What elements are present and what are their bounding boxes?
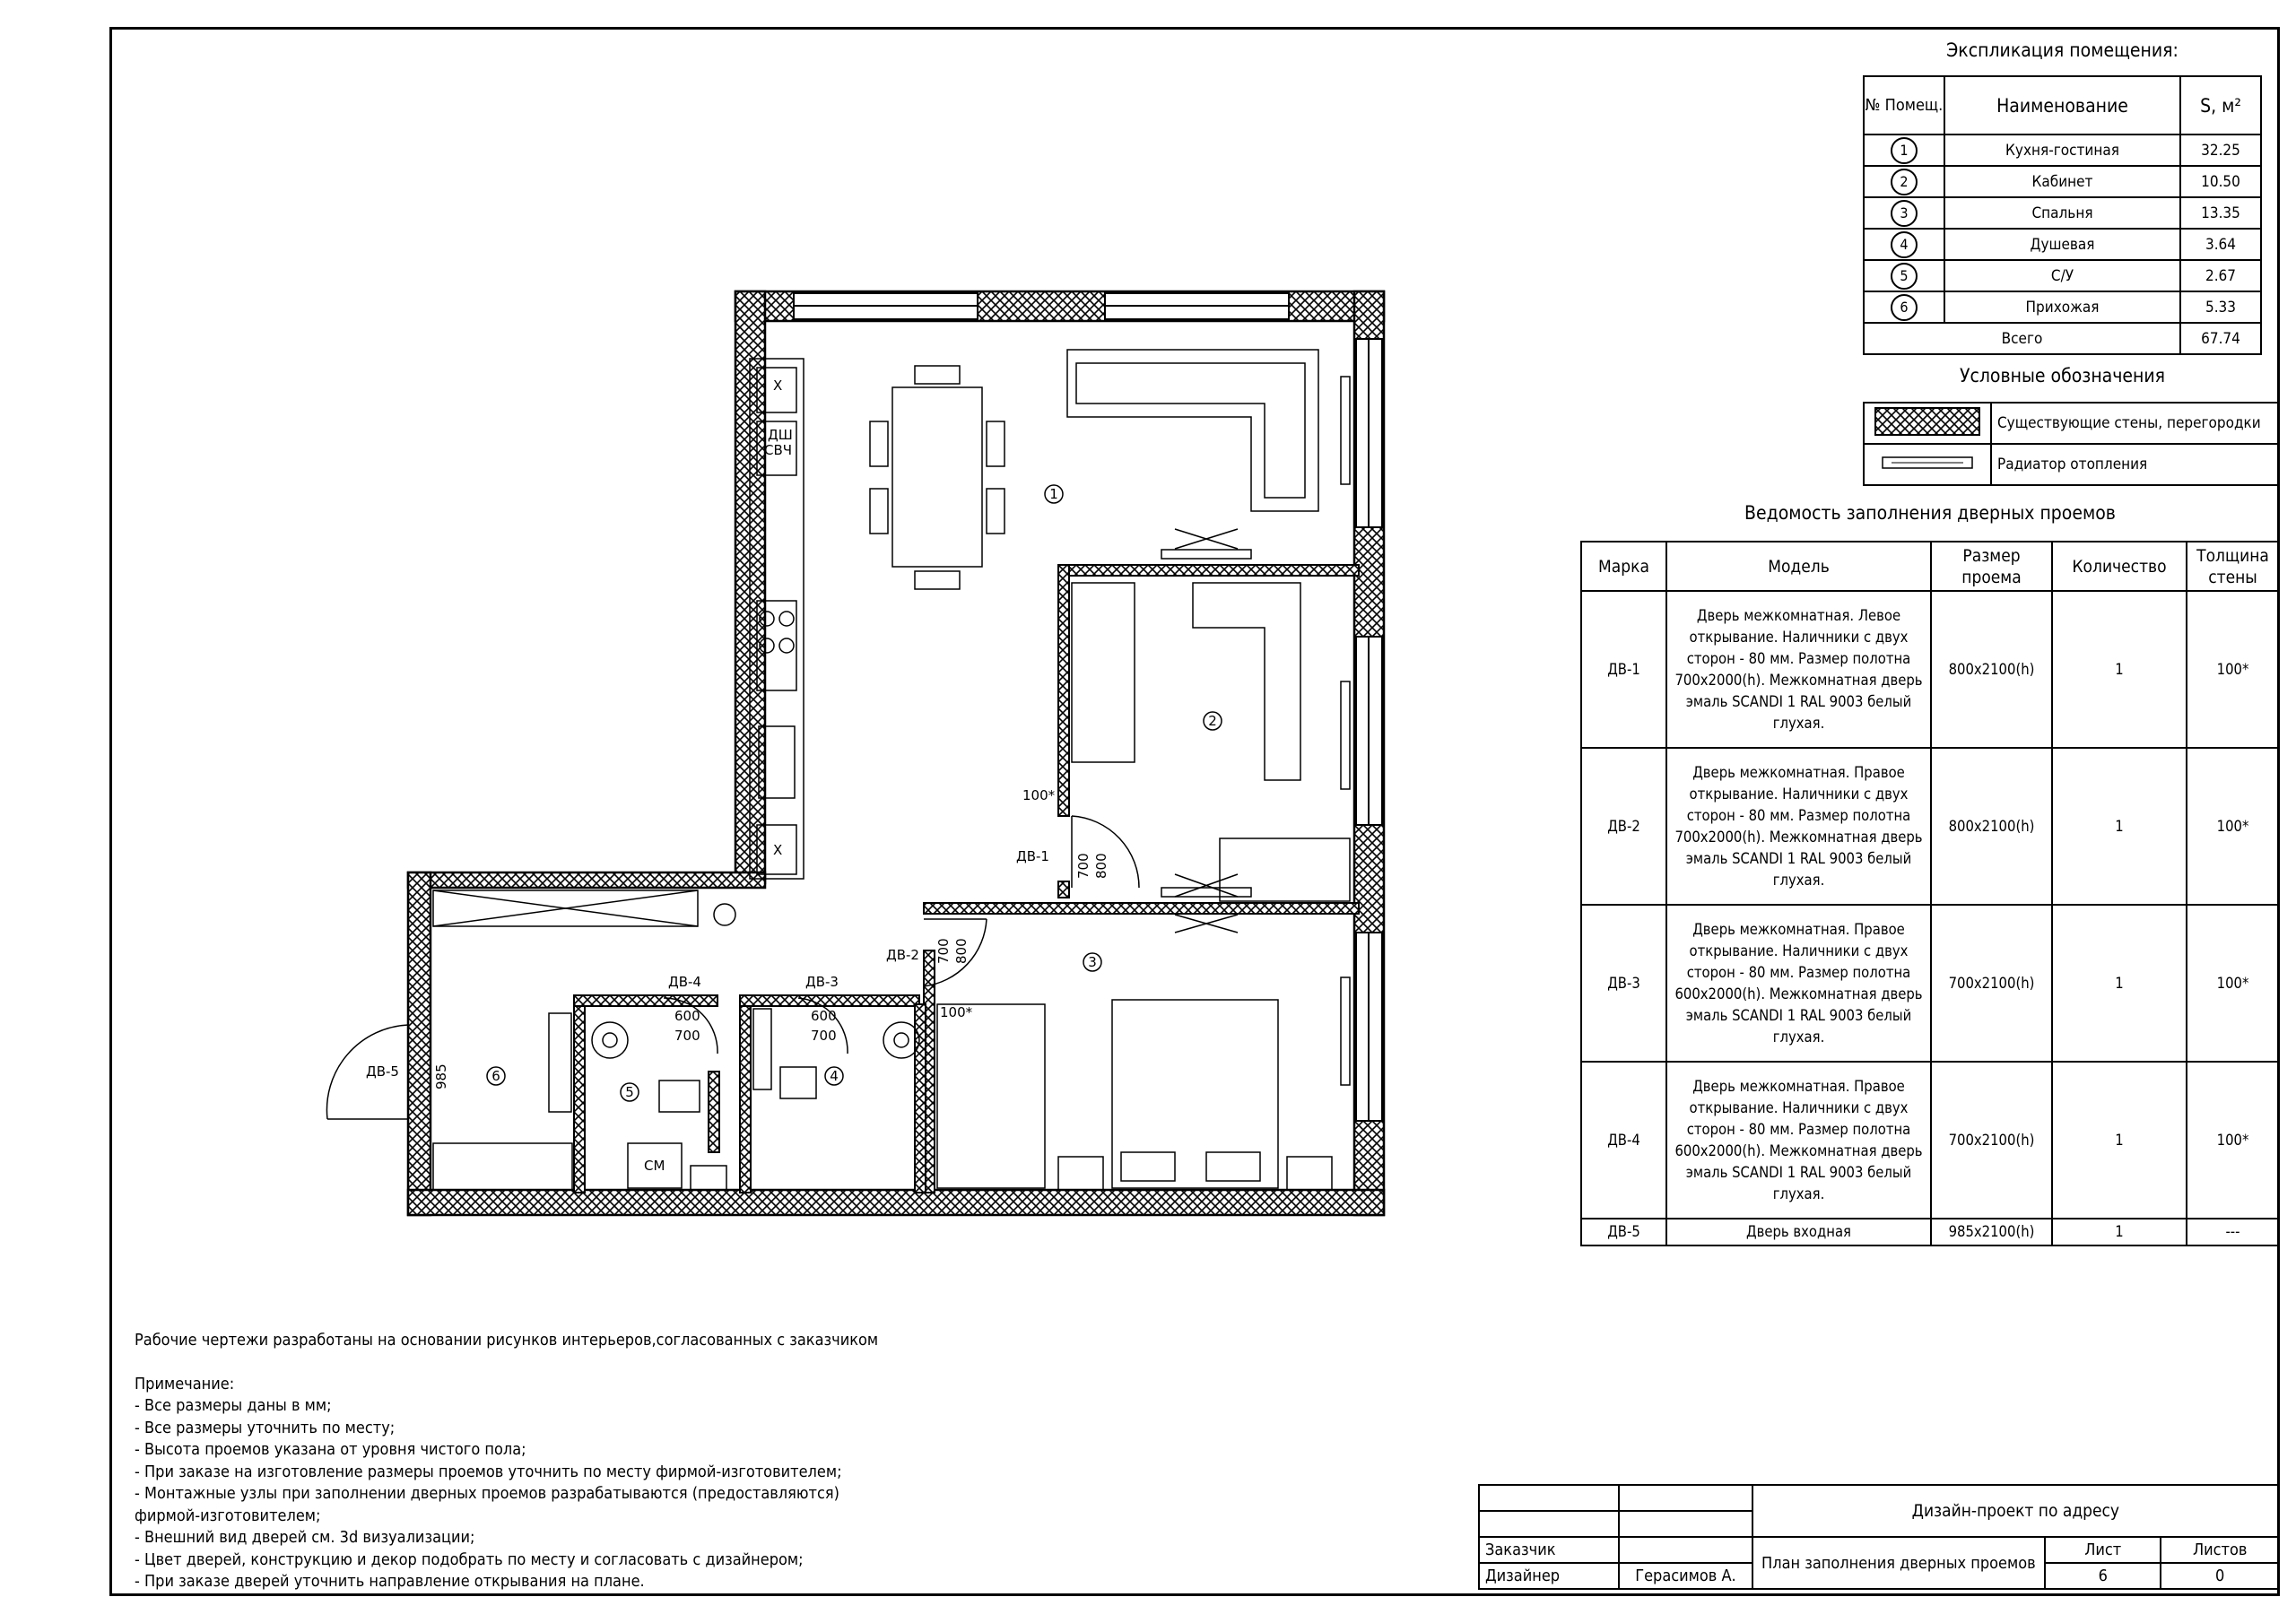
doors-table <box>1580 541 2280 1246</box>
door-mark: ДВ-5 <box>1581 1219 1666 1245</box>
explication-table <box>1863 75 2262 355</box>
doors-header-mark: Марка <box>1581 542 1666 591</box>
radiator-swatch-cell <box>1864 444 1991 485</box>
fixture-dsh: ДШ <box>768 427 793 443</box>
room-name: С/У <box>1944 260 2180 291</box>
door-model: Дверь межкомнатная. Правое открывание. Наличники с двух сторон - 80 мм. Размер полотна 600x2000(h). Межкомнатная дверь эмаль SCANDI 1 RAL 9003 белый глухая. <box>1666 905 1931 1062</box>
title-block <box>1478 1484 2280 1590</box>
door-row <box>1581 748 2279 905</box>
stamp-empty <box>1619 1485 1752 1511</box>
fixture-svch: СВЧ <box>764 442 793 458</box>
door-size: 700x2100(h) <box>1931 905 2052 1062</box>
room-name: Кухня-гостиная <box>1944 135 2180 166</box>
expl-row <box>1864 197 2261 229</box>
door-model: Дверь межкомнатная. Левое открывание. Наличники с двух сторон - 80 мм. Размер полотна 700x2000(h). Межкомнатная дверь эмаль SCANDI 1 RAL 9003 белый глухая. <box>1666 591 1931 748</box>
room-area: 2.67 <box>2180 260 2261 291</box>
door-row <box>1581 905 2279 1062</box>
stamp-empty <box>1619 1511 1752 1537</box>
door-mark-dv4: ДВ-4 <box>668 974 701 990</box>
stamp-sheets-value: 0 <box>2161 1563 2279 1589</box>
door-size: 800x2100(h) <box>1931 591 2052 748</box>
notes-heading: Примечание: <box>135 1374 235 1393</box>
stamp-empty <box>1479 1511 1619 1537</box>
doors-header-size: Размер проема <box>1931 542 2052 591</box>
stamp-sheets-label: Листов <box>2161 1537 2279 1563</box>
expl-row <box>1864 135 2261 166</box>
room-num-circle: 2 <box>1891 169 1918 195</box>
room-2-label: 2 <box>1208 713 1217 729</box>
dim-600-b: 600 <box>811 1008 837 1024</box>
expl-row <box>1864 260 2261 291</box>
door-mark-dv3: ДВ-3 <box>805 974 839 990</box>
expl-row <box>1864 291 2261 323</box>
dim-985: 985 <box>433 1063 449 1089</box>
door-mark: ДВ-4 <box>1581 1062 1666 1219</box>
room-6-label: 6 <box>491 1068 500 1084</box>
door-qty: 1 <box>2052 748 2187 905</box>
stamp-designer-label: Дизайнер <box>1479 1563 1619 1589</box>
dim-700-b: 700 <box>811 1028 837 1044</box>
room-markers <box>487 485 1222 1101</box>
expl-header-area: S, м² <box>2180 76 2261 135</box>
dim-700-dv1: 700 <box>1075 853 1091 879</box>
door-model: Дверь межкомнатная. Правое открывание. Наличники с двух сторон - 80 мм. Размер полотна 600x2000(h). Межкомнатная дверь эмаль SCANDI 1 RAL 9003 белый глухая. <box>1666 1062 1931 1219</box>
room-num-circle: 4 <box>1891 231 1918 258</box>
doors-header-qty: Количество <box>2052 542 2187 591</box>
note-line: - Высота проемов указана от уровня чистого пола; <box>135 1440 526 1459</box>
room-name: Душевая <box>1944 229 2180 260</box>
doors-header-thick: Толщина стены <box>2187 542 2279 591</box>
stamp-sheet-value: 6 <box>2045 1563 2161 1589</box>
wall-hatch-swatch <box>1874 406 1981 437</box>
total-value: 67.74 <box>2180 323 2261 354</box>
stamp-customer-value <box>1619 1537 1752 1563</box>
dim-600-a: 600 <box>674 1008 700 1024</box>
door-thickness: --- <box>2187 1219 2279 1245</box>
legend-radiator-label: Радиатор отопления <box>1991 444 2279 485</box>
fixture-x-1: Х <box>773 378 783 394</box>
note-line: - Все размеры даны в мм; <box>135 1396 332 1415</box>
room-5-label: 5 <box>625 1084 634 1100</box>
expl-row <box>1864 166 2261 197</box>
legend-title: Условные обозначения <box>1959 365 2166 386</box>
bed <box>937 1000 1332 1190</box>
room-3-label: 3 <box>1088 954 1097 970</box>
door-thickness: 100* <box>2187 748 2279 905</box>
stamp-sheet-title: План заполнения дверных проемов <box>1752 1537 2045 1589</box>
note-line: - Монтажные узлы при заполнении дверных проемов разрабатываются (предоставляются) <box>135 1484 839 1503</box>
door-qty: 1 <box>2052 1219 2187 1245</box>
room-name: Кабинет <box>1944 166 2180 197</box>
dim-700-a: 700 <box>674 1028 700 1044</box>
door-mark-dv1: ДВ-1 <box>1016 848 1049 864</box>
notes-block <box>135 1330 1462 1593</box>
dim-700-dv2: 700 <box>935 938 952 964</box>
note-line: - При заказе на изготовление размеры проемов уточнить по месту фирмой-изготовителем; <box>135 1462 842 1481</box>
door-model: Дверь входная <box>1666 1219 1931 1245</box>
room-area: 5.33 <box>2180 291 2261 323</box>
room-area: 32.25 <box>2180 135 2261 166</box>
doors-header-model: Модель <box>1666 542 1931 591</box>
fixture-sm: СМ <box>644 1158 665 1174</box>
stamp-empty <box>1479 1485 1619 1511</box>
wall-swatch-cell <box>1864 403 1991 444</box>
room-area: 3.64 <box>2180 229 2261 260</box>
office-furniture <box>1072 583 1350 901</box>
door-mark-dv2: ДВ-2 <box>886 947 919 963</box>
door-mark: ДВ-1 <box>1581 591 1666 748</box>
total-label: Всего <box>1864 323 2180 354</box>
room-num-circle: 5 <box>1891 263 1918 290</box>
dim-thickness-2: 100* <box>940 1004 973 1020</box>
door-mark: ДВ-2 <box>1581 748 1666 905</box>
door-model: Дверь межкомнатная. Правое открывание. Наличники с двух сторон - 80 мм. Размер полотна 700x2000(h). Межкомнатная дверь эмаль SCANDI 1 RAL 9003 белый глухая. <box>1666 748 1931 905</box>
stamp-sheet-label: Лист <box>2045 1537 2161 1563</box>
dining-table <box>870 366 1004 589</box>
legend-walls-label: Существующие стены, перегородки <box>1991 403 2279 444</box>
door-qty: 1 <box>2052 591 2187 748</box>
door-size: 800x2100(h) <box>1931 748 2052 905</box>
legend-table <box>1863 402 2280 486</box>
door-row <box>1581 1062 2279 1219</box>
door-thickness: 100* <box>2187 591 2279 748</box>
stamp-designer-name: Герасимов А. <box>1619 1563 1752 1589</box>
dim-800-dv2: 800 <box>953 938 970 964</box>
door-qty: 1 <box>2052 1062 2187 1219</box>
note-line: - Цвет дверей, конструкцию и декор подобрать по месту и согласовать с дизайнером; <box>135 1549 804 1569</box>
room-num-circle: 1 <box>1891 137 1918 164</box>
stamp-customer-label: Заказчик <box>1479 1537 1619 1563</box>
room-num-circle: 6 <box>1891 294 1918 321</box>
room-name: Прихожая <box>1944 291 2180 323</box>
door-qty: 1 <box>2052 905 2187 1062</box>
room-num-circle: 3 <box>1891 200 1918 227</box>
door-row <box>1581 591 2279 748</box>
bath-fixtures <box>592 1009 919 1190</box>
door-mark-dv5: ДВ-5 <box>366 1063 399 1080</box>
door-size: 700x2100(h) <box>1931 1062 2052 1219</box>
stamp-project: Дизайн-проект по адресу <box>1752 1485 2279 1537</box>
note-line: - Внешний вид дверей см. 3d визуализации; <box>135 1528 475 1547</box>
expl-row <box>1864 229 2261 260</box>
door-mark: ДВ-3 <box>1581 905 1666 1062</box>
doors-title: Ведомость заполнения дверных проемов <box>1744 502 2116 524</box>
room-4-label: 4 <box>830 1068 839 1084</box>
note-line: фирмой-изготовителем; <box>135 1506 321 1525</box>
notes-intro: Рабочие чертежи разработаны на основании рисунков интерьеров,согласованных с заказчиком <box>135 1331 879 1350</box>
dim-800-dv1: 800 <box>1093 853 1109 879</box>
explication-title: Экспликация помещения: <box>1946 39 2179 61</box>
note-line: - Все размеры уточнить по месту; <box>135 1418 396 1437</box>
exterior-walls <box>408 291 1384 1215</box>
radiators <box>1161 377 1350 1085</box>
door-thickness: 100* <box>2187 905 2279 1062</box>
door-size: 985x2100(h) <box>1931 1219 2052 1245</box>
room-area: 10.50 <box>2180 166 2261 197</box>
note-line: - При заказе дверей уточнить направление открывания на плане. <box>135 1572 645 1591</box>
fixture-x-2: Х <box>773 842 783 858</box>
room-area: 13.35 <box>2180 197 2261 229</box>
expl-header-name: Наименование <box>1944 76 2180 135</box>
sofa <box>1067 350 1318 511</box>
room-name: Спальня <box>1944 197 2180 229</box>
expl-total-row <box>1864 323 2261 354</box>
door-row <box>1581 1219 2279 1245</box>
radiator-swatch <box>1874 453 1981 473</box>
dim-thickness-1: 100* <box>1022 787 1056 803</box>
door-thickness: 100* <box>2187 1062 2279 1219</box>
room-1-label: 1 <box>1049 486 1058 502</box>
expl-header-num: № Помещ. <box>1864 76 1944 135</box>
